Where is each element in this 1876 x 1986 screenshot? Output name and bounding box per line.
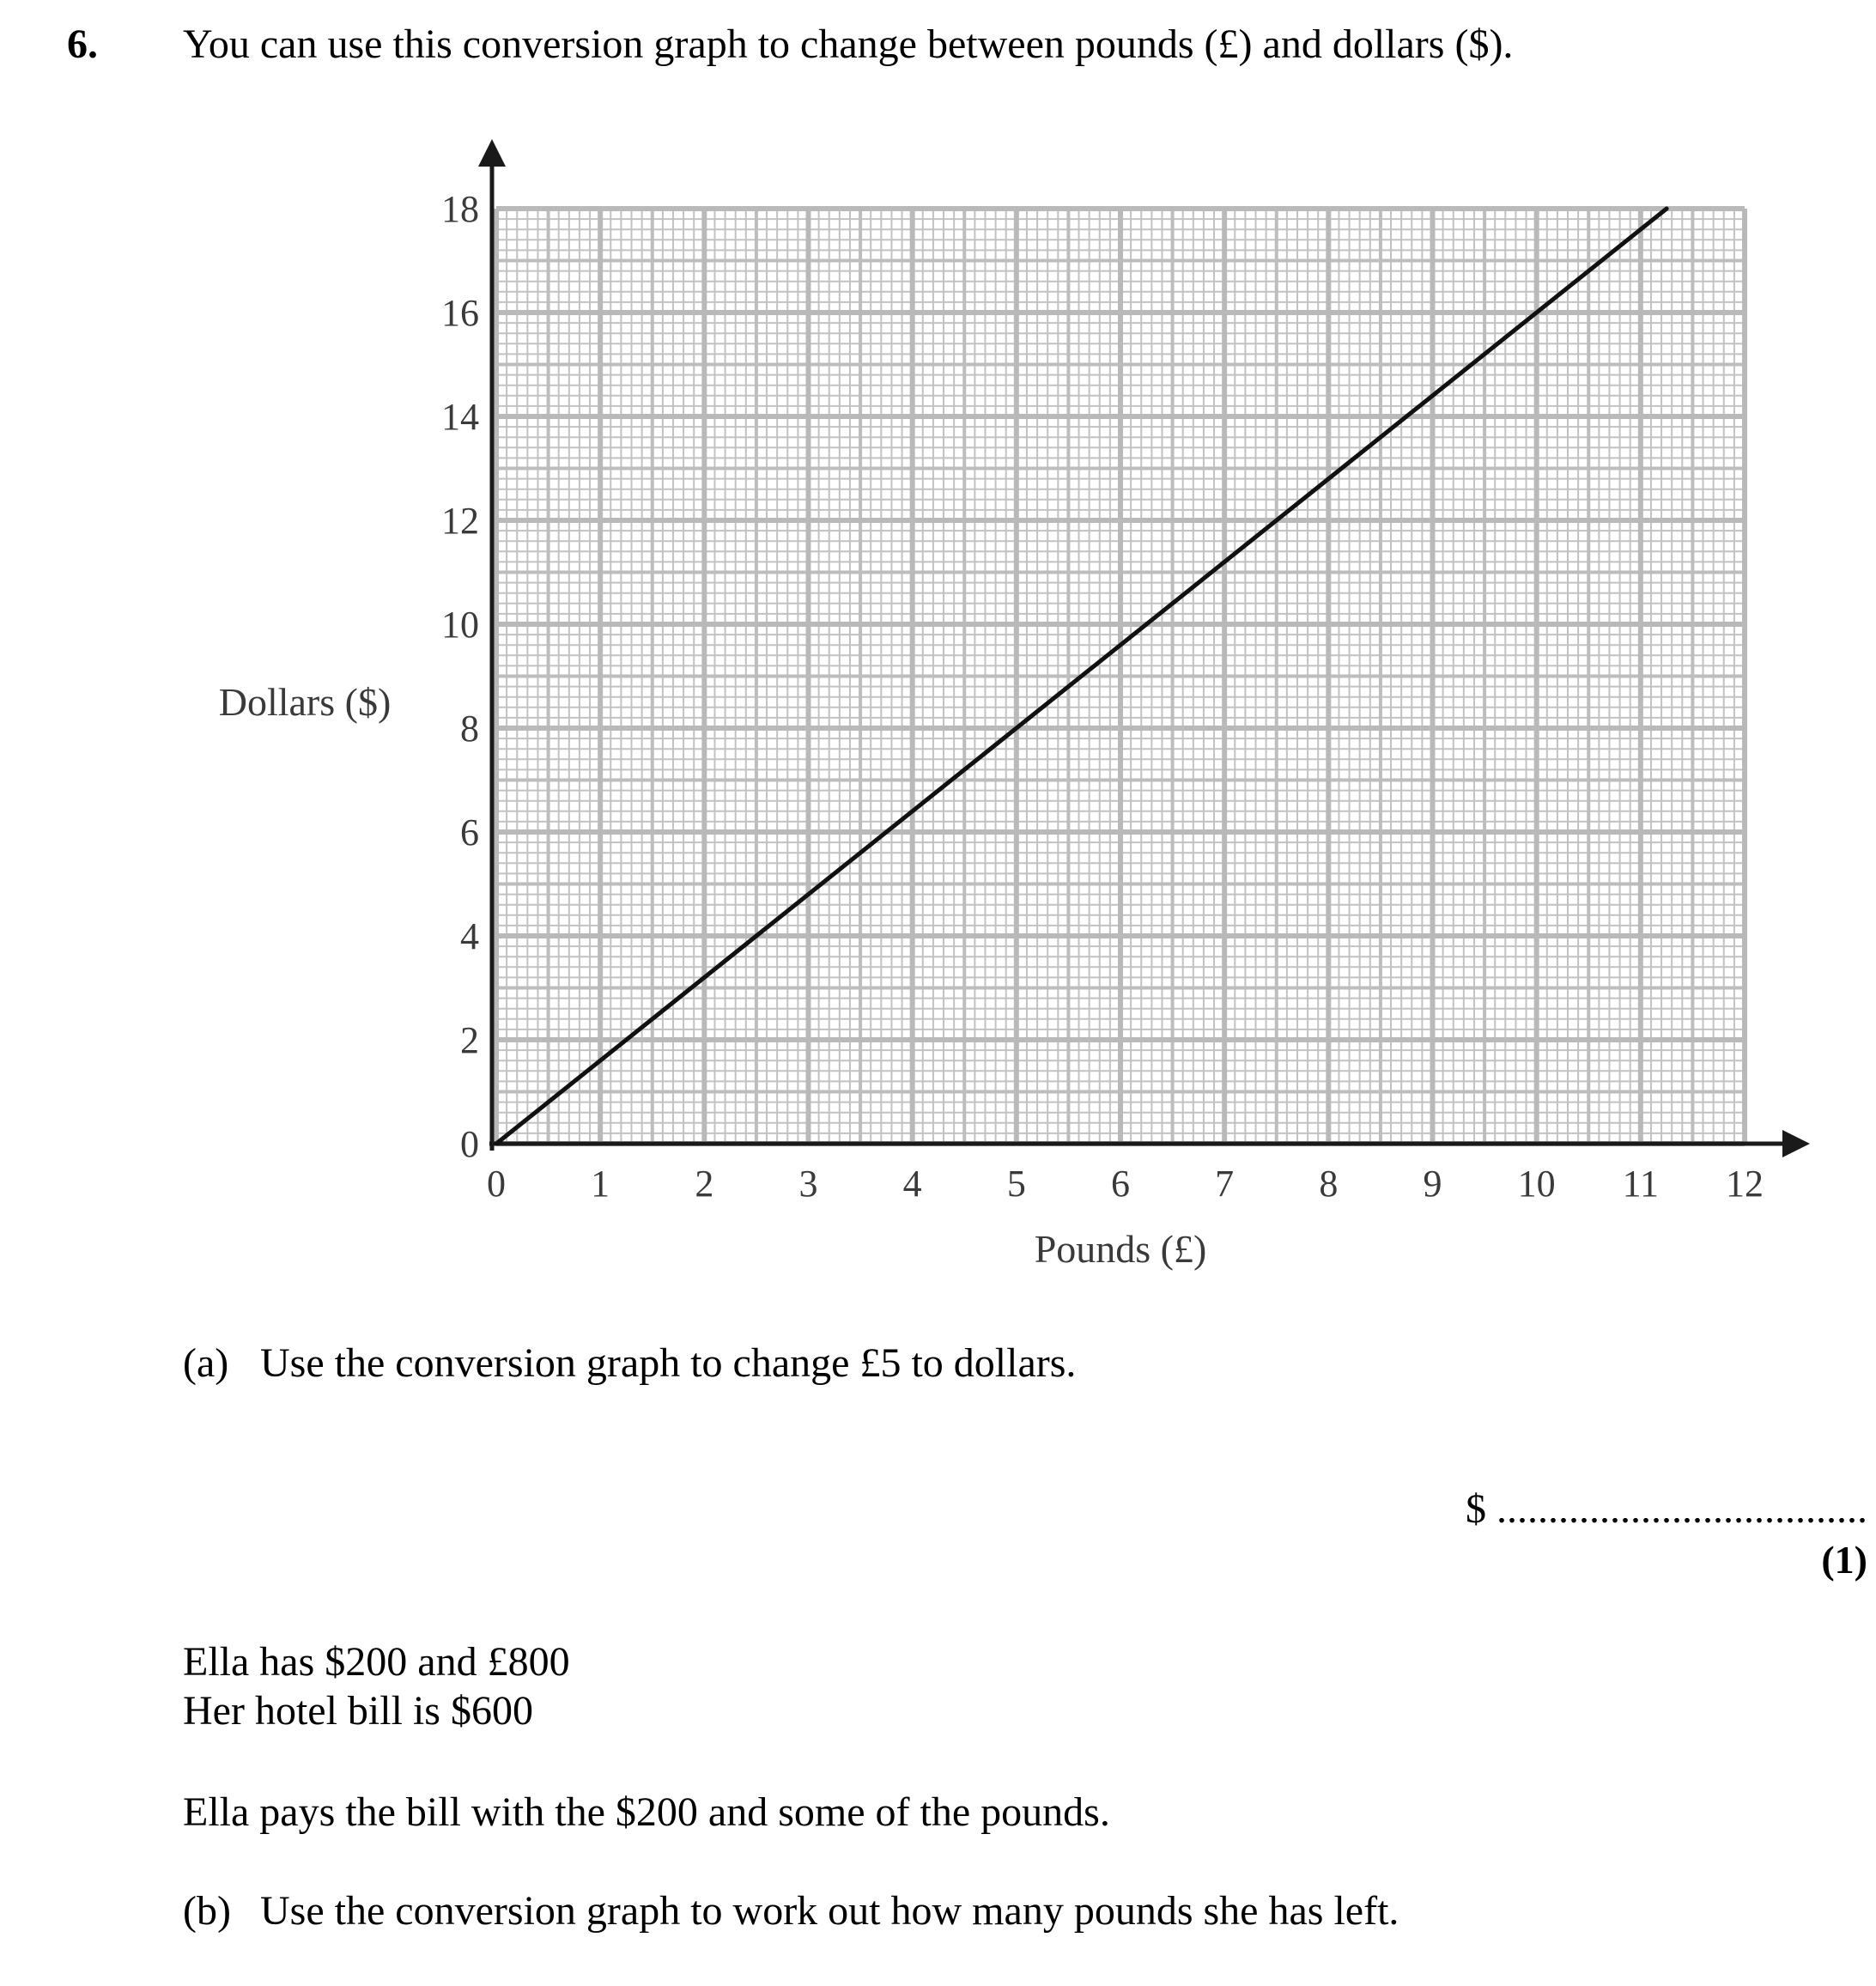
y-tick-label: 8 [460, 708, 479, 750]
y-tick-label: 6 [460, 811, 479, 853]
part-a-marks: (1) [1821, 1538, 1867, 1582]
x-tick-label: 3 [798, 1163, 818, 1205]
x-axis-title: Pounds (£) [1034, 1227, 1207, 1271]
x-tick-label: 4 [902, 1163, 922, 1205]
context-line-2: Her hotel bill is $600 [183, 1688, 533, 1734]
part-a-label: (a) [183, 1340, 229, 1386]
answer-dots: .................................... [1497, 1486, 1867, 1532]
part-a [183, 1339, 1076, 1387]
part-b-label: (b) [183, 1888, 231, 1934]
y-tick-label: 4 [460, 915, 479, 957]
y-tick-label: 10 [441, 604, 479, 646]
part-b-text: Use the conversion graph to work out how many pounds she has left. [260, 1888, 1399, 1934]
context-line-1: Ella has $200 and £800 [183, 1639, 570, 1685]
part-a-answer-line[interactable] [1466, 1485, 1867, 1533]
y-tick-label: 16 [441, 292, 479, 334]
x-tick-label: 6 [1111, 1163, 1130, 1205]
y-tick-label: 0 [460, 1123, 479, 1165]
y-axis-title: Dollars ($) [218, 679, 392, 724]
y-axis-arrow [478, 139, 506, 167]
x-axis-arrow [1782, 1130, 1810, 1157]
x-tick-label: 2 [695, 1163, 714, 1205]
part-b [183, 1887, 1399, 1934]
x-tick-label: 1 [591, 1163, 610, 1205]
x-tick-label: 10 [1517, 1163, 1556, 1205]
x-tick-label: 11 [1622, 1163, 1660, 1205]
part-a-text: Use the conversion graph to change £5 to dollars. [260, 1340, 1077, 1386]
x-tick-label: 7 [1215, 1163, 1235, 1205]
x-tick-label: 0 [487, 1163, 506, 1205]
x-tick-label: 8 [1319, 1163, 1339, 1205]
context-line-3: Ella pays the bill with the $200 and some of the pounds. [183, 1789, 1110, 1835]
x-tick-label: 5 [1006, 1163, 1026, 1205]
y-tick-label: 2 [460, 1019, 479, 1061]
x-tick-label: 12 [1726, 1163, 1764, 1205]
y-tick-label: 18 [441, 188, 479, 230]
question-intro: You can use this conversion graph to change between pounds (£) and dollars ($). [183, 21, 1514, 67]
y-tick-label: 12 [441, 500, 479, 542]
y-tick-label: 14 [441, 396, 479, 438]
question-number: 6. [67, 21, 98, 67]
answer-prefix: $ [1466, 1486, 1486, 1532]
x-tick-label: 9 [1423, 1163, 1442, 1205]
